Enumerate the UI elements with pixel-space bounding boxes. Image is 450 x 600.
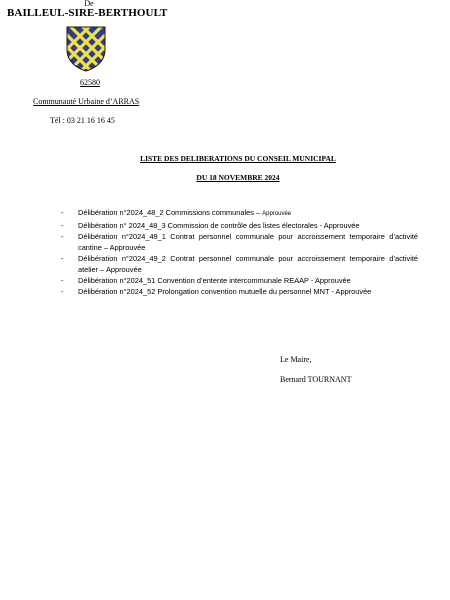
- coat-of-arms-icon: [66, 26, 106, 72]
- deliberation-list: [58, 207, 418, 297]
- deliberation-text: Délibération n°2024_49_1 Contrat personnel communale pour accroissement temporaire d’activité cantine – Approuvée: [78, 232, 418, 252]
- deliberation-text: Délibération n°2024_48_2 Commissions communales –: [78, 208, 263, 217]
- list-item: [58, 253, 418, 275]
- signature-role: Le Maire,: [280, 355, 312, 364]
- list-item: [58, 275, 418, 286]
- list-dash: -: [61, 221, 64, 230]
- signature-name: Bernard TOURNANT: [280, 375, 352, 384]
- list-dash: -: [61, 287, 64, 296]
- list-item: [58, 207, 418, 220]
- header-de: De: [84, 0, 94, 8]
- deliberation-text: Délibération n° 2024_48_3 Commission de contrôle des listes électorales - Approuvée: [78, 221, 360, 230]
- deliberation-text: Délibération n°2024_49_2 Contrat personnel communale pour accroissement temporaire d’activité atelier – Approuvée: [78, 254, 418, 274]
- urban-community: Communauté Urbaine d’ARRAS: [33, 97, 140, 106]
- deliberation-text: Délibération n°2024_51 Convention d’entente intercommunale REAAP - Approuvée: [78, 276, 351, 285]
- deliberation-status: Approuvée: [262, 211, 292, 217]
- phone-number: Tél : 03 21 16 16 45: [50, 116, 115, 125]
- list-item: [58, 286, 418, 297]
- commune-name: BAILLEUL-SIRE-BERTHOULT: [7, 7, 168, 19]
- list-item: [58, 220, 418, 231]
- list-dash: -: [61, 254, 64, 263]
- postcode: 62580: [80, 78, 100, 87]
- deliberation-text: Délibération n°2024_52 Prolongation convention mutuelle du personnel MNT - Approuvée: [78, 287, 372, 296]
- list-dash: -: [61, 208, 64, 217]
- document-date: DU 18 NOVEMBRE 2024: [196, 173, 280, 182]
- list-dash: -: [61, 276, 64, 285]
- document-title: LISTE DES DELIBERATIONS DU CONSEIL MUNICIPAL: [140, 154, 336, 163]
- list-item: [58, 231, 418, 253]
- list-dash: -: [61, 232, 64, 241]
